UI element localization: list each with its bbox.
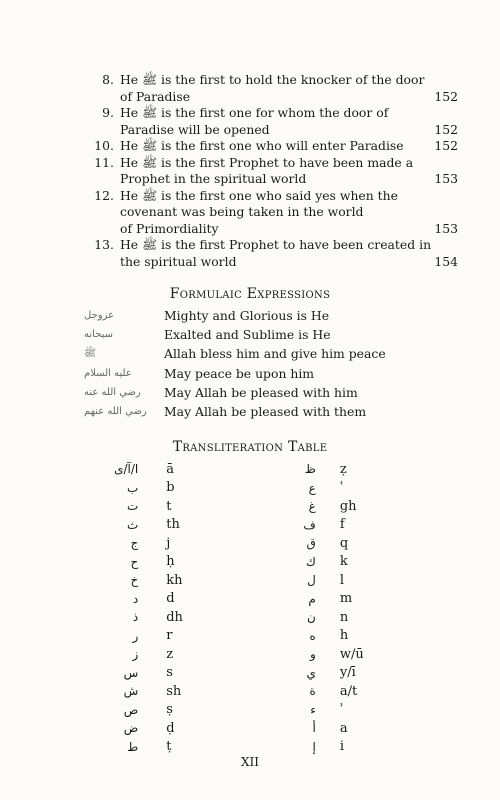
arabic-letter: ز: [132, 647, 139, 662]
arabic-letter: ن: [307, 610, 316, 625]
toc-item: [88, 105, 458, 138]
transliteration-row: [84, 701, 424, 720]
arabic-letter: د: [132, 591, 139, 606]
arabic-letter: ذ: [132, 610, 139, 625]
latin-transliteration: r: [166, 628, 173, 644]
latin-transliteration: ṭ: [166, 739, 172, 755]
transliteration-row: [84, 590, 424, 609]
transliteration-row: [84, 682, 424, 701]
arabic-letter: ك: [305, 554, 316, 569]
arabic-letter: م: [308, 591, 316, 606]
formula-meaning: Mighty and Glorious is He: [164, 308, 330, 324]
latin-transliteration: ā: [166, 461, 174, 477]
arabic-letter: غ: [308, 499, 316, 514]
arabic-letter: ع: [308, 480, 316, 495]
latin-transliteration: q: [339, 535, 349, 551]
arabic-letter: ط: [127, 739, 139, 754]
arabic-letter: ر: [132, 628, 139, 643]
arabic-letter: ظ: [304, 462, 316, 477]
latin-transliteration: j: [166, 535, 171, 551]
arabic-letter: ف: [303, 517, 316, 532]
arabic-letter: أ: [312, 721, 316, 736]
latin-transliteration: ḍ: [166, 720, 175, 736]
arabic-letter: ة: [309, 684, 316, 699]
latin-transliteration: i: [339, 739, 345, 755]
latin-transliteration: t: [166, 498, 172, 514]
latin-transliteration: sh: [166, 683, 182, 699]
toc-item: [88, 155, 458, 188]
toc-page-number: 153: [434, 220, 458, 236]
toc-item-text: Prophet in the spiritual world: [120, 171, 307, 186]
transliteration-row: [84, 664, 424, 683]
transliteration-row: [84, 479, 424, 498]
latin-transliteration: gh: [339, 498, 357, 514]
latin-transliteration: kh: [166, 572, 183, 588]
latin-transliteration: y/ī: [339, 665, 356, 681]
formula-meaning: Allah bless him and give him peace: [164, 346, 386, 362]
toc-item-text: Paradise will be opened: [120, 121, 270, 137]
toc-item-text: He ﷺ is the first to hold the knocker of the door: [120, 72, 425, 87]
honorific-symbol: رضي الله عنه: [84, 386, 141, 398]
formula-row: [84, 383, 414, 402]
toc-item: [88, 188, 458, 238]
transliteration-row: [84, 738, 424, 757]
toc-item-text: of Paradise: [120, 88, 191, 104]
toc-item: [88, 138, 458, 155]
toc-page-number: 154: [434, 253, 458, 269]
toc-page-number: 152: [434, 121, 458, 137]
latin-transliteration: ʿ: [339, 480, 344, 496]
toc-item-text: He ﷺ is the first one who will enter Paradise: [120, 138, 404, 153]
toc-item-text: He ﷺ is the first Prophet to have been made a: [120, 154, 414, 170]
toc-page-number: 153: [434, 171, 458, 186]
latin-transliteration: dh: [166, 609, 183, 625]
toc-item-number: 12.: [94, 187, 114, 203]
honorific-symbol: رضي الله عنهم: [84, 406, 147, 418]
formula-meaning: May Allah be pleased with him: [164, 384, 358, 400]
transliteration-row: [84, 608, 424, 627]
formula-row: [84, 402, 414, 421]
toc-item: [88, 237, 458, 270]
formula-meaning: May peace be upon him: [164, 365, 315, 381]
latin-transliteration: w/ū: [339, 646, 364, 662]
formula-row: [84, 325, 414, 344]
toc-item-number: 13.: [94, 237, 114, 252]
transliteration-table-heading: Transliteration Table: [172, 439, 328, 455]
transliteration-row: [84, 497, 424, 516]
arabic-letter: ش: [123, 684, 139, 699]
arabic-letter: ل: [307, 573, 316, 588]
transliteration-table: [84, 460, 424, 756]
toc-item-number: 9.: [102, 105, 114, 120]
formula-row: [84, 306, 414, 325]
formula-row: [84, 344, 414, 363]
latin-transliteration: l: [339, 572, 345, 588]
latin-transliteration: th: [166, 517, 180, 533]
arabic-letter: ي: [306, 665, 316, 680]
toc-item-text: covenant was being taken in the world: [120, 204, 364, 219]
honorific-symbol: عليه السلام: [84, 367, 132, 379]
toc-item-text: He ﷺ is the first one for whom the door of: [120, 105, 389, 120]
arabic-letter: ا/آ/ى: [114, 462, 139, 477]
toc-item-text: He ﷺ is the first one who said yes when the: [120, 187, 398, 203]
transliteration-row: [84, 719, 424, 738]
toc-item-number: 11.: [94, 154, 114, 170]
formula-meaning: May Allah be pleased with them: [164, 404, 367, 420]
latin-transliteration: a/t: [339, 683, 358, 699]
latin-transliteration: f: [339, 517, 345, 533]
arabic-letter: ب: [126, 480, 139, 495]
transliteration-row: [84, 516, 424, 535]
toc-page-number: 152: [434, 138, 458, 153]
latin-transliteration: z: [166, 646, 174, 662]
toc-item-text: of Primordiality: [120, 220, 219, 236]
formula-row: [84, 364, 414, 383]
transliteration-row: [84, 571, 424, 590]
arabic-letter: ج: [130, 536, 139, 551]
toc-item: [88, 72, 458, 105]
arabic-letter: ه: [309, 628, 316, 643]
formula-meaning: Exalted and Sublime is He: [164, 327, 331, 343]
arabic-letter: ق: [306, 536, 316, 551]
arabic-letter: ت: [126, 499, 139, 514]
latin-transliteration: a: [339, 720, 348, 736]
latin-transliteration: s: [166, 665, 173, 681]
latin-transliteration: ṣ: [166, 702, 173, 718]
transliteration-row: [84, 460, 424, 479]
honorific-symbol: عزوجل: [84, 310, 115, 322]
page-number: XII: [240, 755, 260, 769]
arabic-letter: ح: [130, 554, 139, 569]
transliteration-row: [84, 534, 424, 553]
latin-transliteration: ḥ: [166, 554, 175, 570]
formulaic-expressions-list: [84, 306, 414, 421]
arabic-letter: إ: [312, 739, 316, 754]
latin-transliteration: b: [166, 480, 175, 496]
toc-page-number: 152: [434, 88, 458, 104]
arabic-letter: ص: [123, 702, 139, 717]
arabic-letter: س: [123, 665, 139, 680]
arabic-letter: ث: [126, 517, 139, 532]
latin-transliteration: m: [339, 591, 353, 607]
toc-item-number: 10.: [94, 138, 114, 153]
arabic-letter: خ: [130, 573, 139, 588]
arabic-letter: و: [310, 647, 316, 662]
latin-transliteration: ẓ: [339, 461, 347, 477]
honorific-symbol: سبحانه: [84, 329, 114, 341]
toc-item-number: 8.: [102, 72, 114, 87]
toc-item-text: the spiritual world: [120, 253, 237, 269]
honorific-symbol: ﷺ: [84, 347, 97, 359]
toc-list: [88, 72, 458, 270]
transliteration-row: [84, 553, 424, 572]
latin-transliteration: h: [339, 628, 349, 644]
arabic-letter: ض: [123, 721, 139, 736]
toc-item-text: He ﷺ is the first Prophet to have been created in: [120, 237, 432, 252]
formulaic-expressions-heading: Formulaic Expressions: [169, 286, 331, 302]
arabic-letter: ء: [310, 702, 316, 717]
transliteration-row: [84, 645, 424, 664]
transliteration-row: [84, 627, 424, 646]
latin-transliteration: d: [166, 591, 175, 607]
latin-transliteration: n: [339, 609, 349, 625]
latin-transliteration: k: [339, 554, 348, 570]
latin-transliteration: ʾ: [339, 702, 344, 718]
